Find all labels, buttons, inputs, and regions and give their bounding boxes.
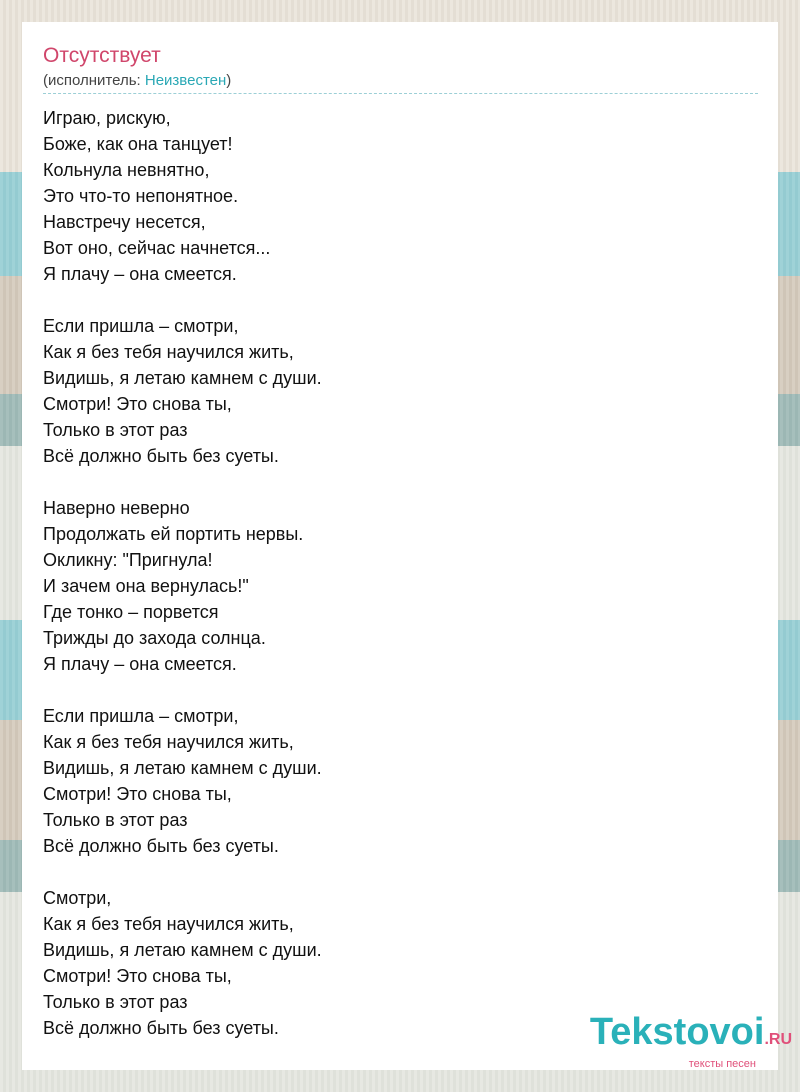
lyrics-stanza [43,703,322,859]
site-logo[interactable] [590,1012,792,1070]
lyric-line: Я плачу – она смеется. [43,264,237,284]
lyric-line: И зачем она вернулась!" [43,576,249,596]
lyric-line: Видишь, я летаю камнем с души. [43,368,322,388]
lyric-line: Это что-то непонятное. [43,186,239,206]
lyric-line: Если пришла – смотри, [43,706,239,726]
lyric-line: Навстречу несется, [43,212,206,232]
artist-prefix: (исполнитель: [43,72,145,89]
lyric-line: Всё должно быть без суеты. [43,836,279,856]
logo-domain: .RU [764,1031,792,1048]
lyric-line: Как я без тебя научился жить, [43,732,294,752]
lyric-line: Видишь, я летаю камнем с души. [43,940,322,960]
lyric-line: Наверно неверно [43,498,190,518]
lyric-line: Где тонко – порвется [43,602,219,622]
lyrics-stanza [43,105,322,287]
logo-wordmark [590,1012,792,1060]
lyric-line: Как я без тебя научился жить, [43,914,294,934]
lyric-line: Смотри, [43,888,112,908]
lyric-line: Я плачу – она смеется. [43,654,237,674]
logo-main-text: Tekstovoi [589,1011,765,1053]
lyrics-body [43,105,322,1041]
lyric-line: Всё должно быть без суеты. [43,1018,279,1038]
lyric-line: Если пришла – смотри, [43,316,239,336]
lyric-line: Кольнула невнятно, [43,160,210,180]
lyric-line: Играю, рискую, [43,108,171,128]
lyric-line: Вот оно, сейчас начнется... [43,238,271,258]
lyric-line: Трижды до захода солнца. [43,628,266,648]
lyric-line: Смотри! Это снова ты, [43,784,232,804]
lyric-line: Только в этот раз [43,992,188,1012]
lyrics-stanza [43,495,322,677]
lyric-line: Всё должно быть без суеты. [43,446,279,466]
artist-suffix: ) [226,72,232,89]
song-title: Отсутствует [43,44,161,67]
lyric-line: Только в этот раз [43,810,188,830]
lyrics-stanza [43,885,322,1041]
lyric-line: Продолжать ей портить нервы. [43,524,304,544]
artist-line [43,72,231,89]
lyric-line: Боже, как она танцует! [43,134,233,154]
lyric-line: Окликну: "Пригнула! [43,550,213,570]
lyric-line: Смотри! Это снова ты, [43,966,232,986]
lyric-line: Как я без тебя научился жить, [43,342,294,362]
lyrics-card [22,22,778,1070]
lyric-line: Видишь, я летаю камнем с души. [43,758,322,778]
lyric-line: Только в этот раз [43,420,188,440]
divider [43,93,758,94]
artist-link[interactable]: Неизвестен [144,72,227,89]
logo-tagline: тексты песен [688,1058,756,1070]
lyrics-stanza [43,313,322,469]
lyric-line: Смотри! Это снова ты, [43,394,232,414]
